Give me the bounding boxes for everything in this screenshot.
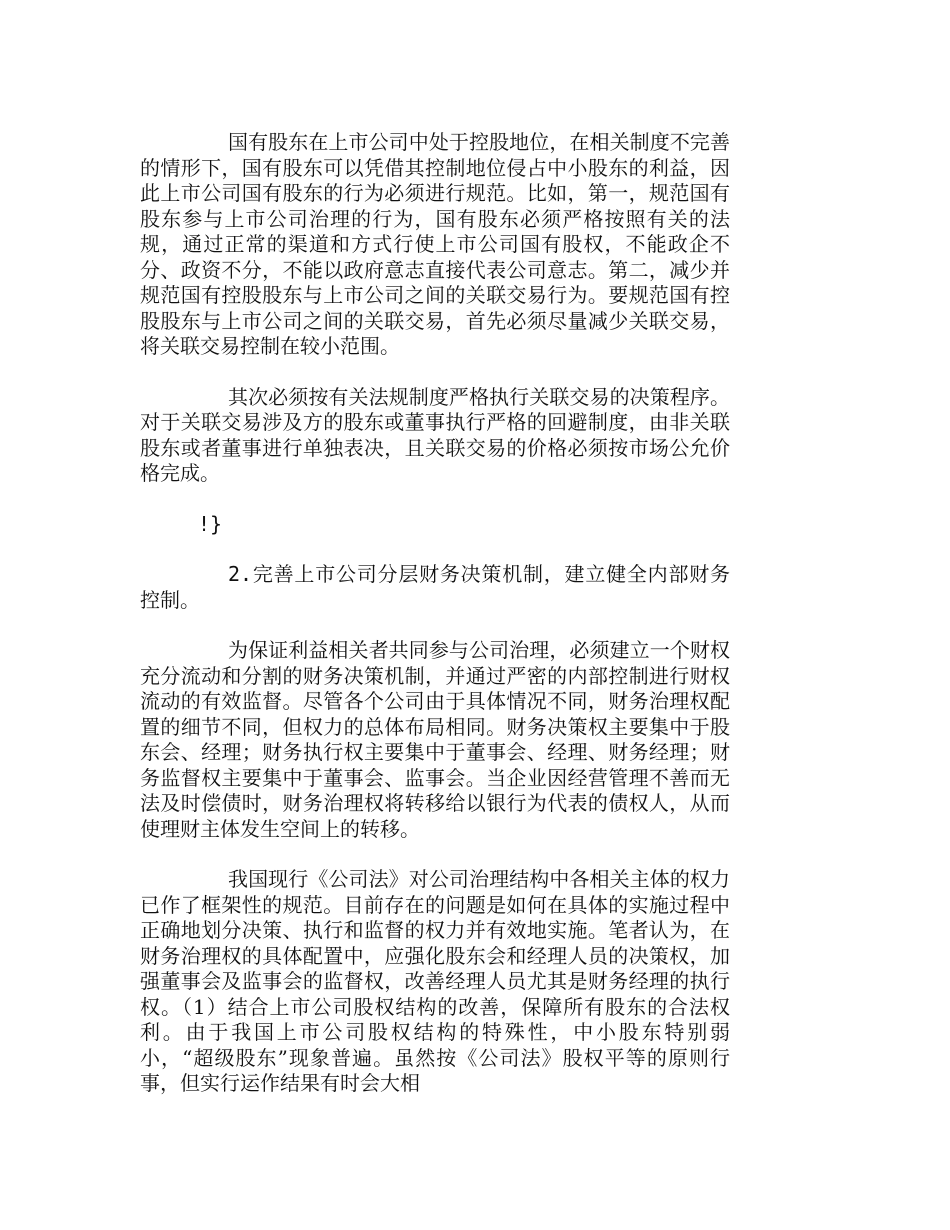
section-title: 完善上市公司分层财务决策机制，建立健全内部财务控制。 [140,562,730,612]
section-heading [140,562,730,613]
paragraph-state-shareholders: 国有股东在上市公司中处于控股地位，在相关制度不完善的情形下，国有股东可以凭借其控制地位侵占中小股东的利益，因此上市公司国有股东的行为必须进行规范。比如，第一，规范国有股东参与上市公司治理的行为，国有股东必须严格按照有关的法规，通过正常的渠道和方式行使上市公司国有股权，不能政企不分、政资不分，不能以政府意志直接代表公司意志。第二，减少并规范国有控股股东与上市公司之间的关联交易行为。要规范国有控股股东与上市公司之间的关联交易，首先必须尽量减少关联交易，将关联交易控制在较小范围。 [140,130,730,358]
paragraph-related-transactions: 其次必须按有关法规制度严格执行关联交易的决策程序。对于关联交易涉及方的股东或董事执行严格的回避制度，由非关联股东或者董事进行单独表决，且关联交易的价格必须按市场公允价格完成。 [140,384,730,485]
paragraph-financial-decision: 为保证利益相关者共同参与公司治理，必须建立一个财权充分流动和分割的财务决策机制，并通过严密的内部控制进行财权流动的有效监督。尽管各个公司由于具体情况不同，财务治理权配置的细节不同，但权力的总体布局相同。财务决策权主要集中于股东会、经理；财务执行权主要集中于董事会、经理、财务经理；财务监督权主要集中于董事会、监事会。当企业因经营管理不善而无法及时偿债时，财务治理权将转移给以银行为代表的债权人，从而使理财主体发生空间上的转移。 [140,638,730,841]
document-body [140,130,730,1122]
section-number: 2. [228,562,253,586]
stray-mark: !} [198,511,223,536]
paragraph-company-law: 我国现行《公司法》对公司治理结构中各相关主体的权力已作了框架性的规范。目前存在的问题是如何在具体的实施过程中正确地划分决策、执行和监督的权力并有效地实施。笔者认为，在财务治理权的具体配置中，应强化股东会和经理人员的决策权，加强董事会及监事会的监督权，改善经理人员尤其是财务经理的执行权。（1）结合上市公司股权结构的改善，保障所有股东的合法权利。由于我国上市公司股权结构的特殊性，中小股东特别弱小，“超级股东”现象普遍。虽然按《公司法》股权平等的原则行事，但实行运作结果有时会大相 [140,867,730,1095]
